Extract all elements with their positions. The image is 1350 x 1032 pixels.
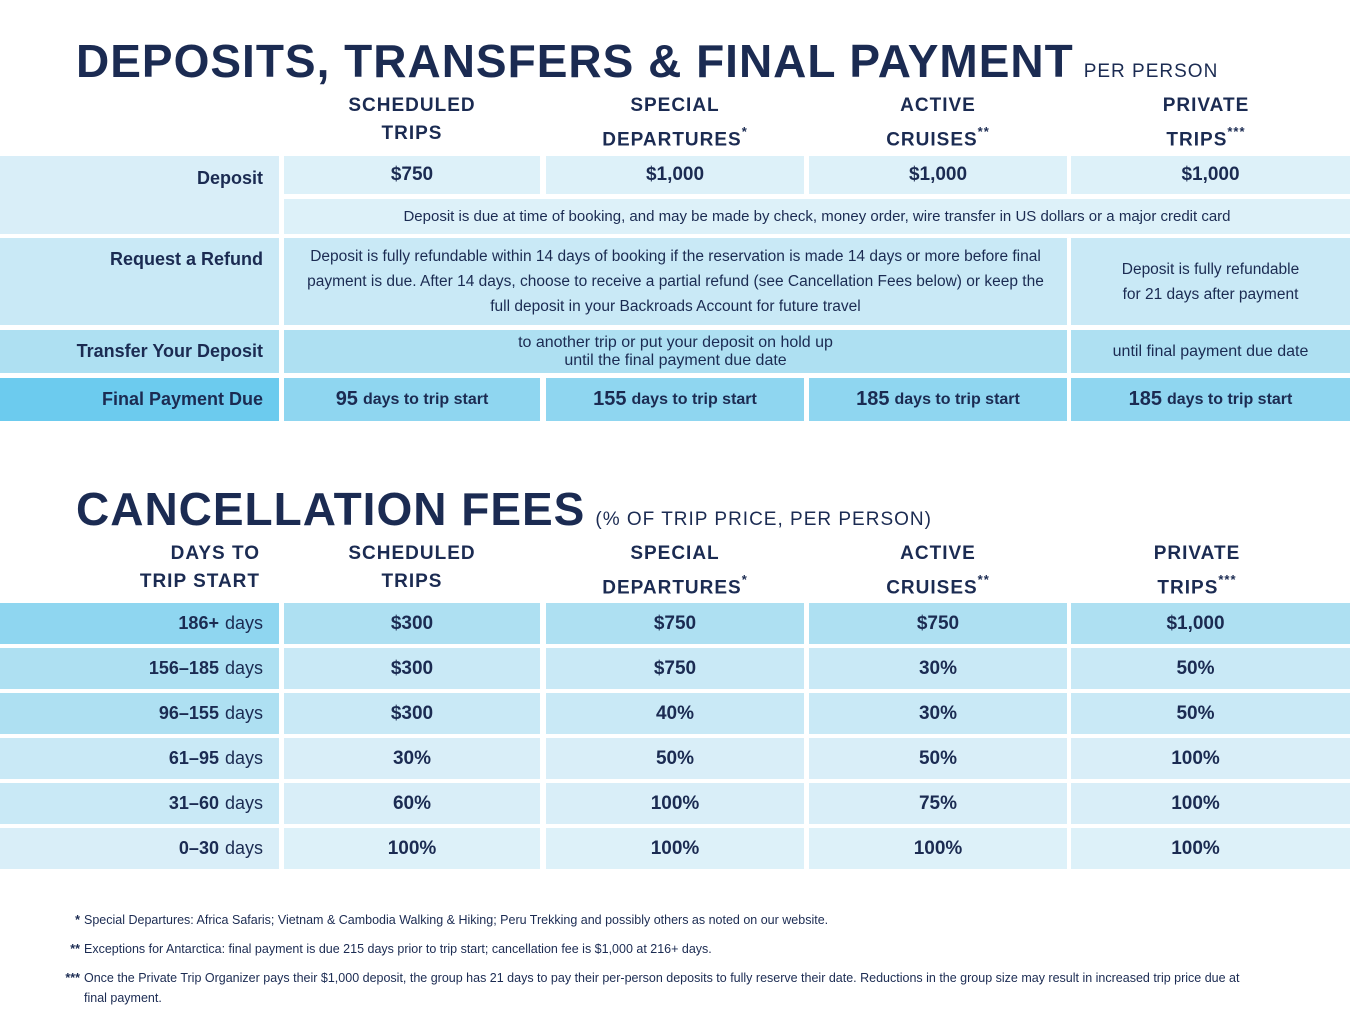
- cancel-fee-scheduled: $300: [284, 693, 540, 734]
- cancel-col-header-active: ACTIVE CRUISES**: [886, 543, 990, 599]
- cancel-row-label: 61–95 days: [0, 738, 279, 779]
- cancel-fee-private: 100%: [1071, 738, 1350, 779]
- transfer-private: until final payment due date: [1071, 330, 1350, 373]
- cancellation-title: [76, 483, 932, 535]
- cancel-fee-private: 100%: [1071, 783, 1350, 824]
- cancel-fee-special: $750: [546, 603, 804, 644]
- footnote-2: ** Exceptions for Antarctica: final payment is due 215 days prior to trip start; cancellation fee is $1,000 at 216+ days.: [70, 942, 712, 956]
- row-label-transfer: Transfer Your Deposit: [0, 330, 279, 373]
- transfer-main: to another trip or put your deposit on hold up until the final payment due date: [284, 330, 1067, 373]
- cancel-row-label: 156–185 days: [0, 648, 279, 689]
- cancel-fee-special: 40%: [546, 693, 804, 734]
- cancellation-subtitle: (% OF TRIP PRICE, PER PERSON): [595, 509, 932, 530]
- row-label-deposit: Deposit: [0, 156, 279, 234]
- cancel-row-label: 96–155 days: [0, 693, 279, 734]
- deposits-title-text: DEPOSITS, TRANSFERS & FINAL PAYMENT: [76, 35, 1074, 87]
- cancel-fee-private: 50%: [1071, 648, 1350, 689]
- cancel-fee-special: $750: [546, 648, 804, 689]
- deposit-private: $1,000: [1071, 156, 1350, 194]
- deposit-note: Deposit is due at time of booking, and may be made by check, money order, wire transfer in US dollars or a major credit card: [284, 199, 1350, 234]
- cancel-fee-active: 50%: [809, 738, 1067, 779]
- final-payment-special: 155 days to trip start: [546, 378, 804, 421]
- cancel-col-header-private: PRIVATE TRIPS***: [1153, 543, 1241, 599]
- col-header-active: ACTIVE CRUISES**: [886, 95, 990, 151]
- cancel-fee-special: 100%: [546, 783, 804, 824]
- col-header-scheduled: SCHEDULED TRIPS: [348, 95, 476, 144]
- cancel-fee-scheduled: $300: [284, 648, 540, 689]
- cancel-fee-private: 50%: [1071, 693, 1350, 734]
- final-payment-private: 185 days to trip start: [1071, 378, 1350, 421]
- cancel-fee-active: 100%: [809, 828, 1067, 869]
- cancellation-title-text: CANCELLATION FEES: [76, 483, 586, 535]
- refund-main: Deposit is fully refundable within 14 days of booking if the reservation is made 14 days or more before final payment is due. After 14 days, choose to receive a partial refund (see Cancellation Fees below) or keep the full deposit in your Backroads Account for future travel: [284, 238, 1067, 325]
- cancel-fee-special: 100%: [546, 828, 804, 869]
- cancel-row-label: 0–30 days: [0, 828, 279, 869]
- cancel-fee-scheduled: 100%: [284, 828, 540, 869]
- final-payment-active: 185 days to trip start: [809, 378, 1067, 421]
- refund-private: Deposit is fully refundable for 21 days after payment: [1071, 238, 1350, 325]
- col-header-special: SPECIAL DEPARTURES*: [602, 95, 748, 151]
- cancel-fee-active: 75%: [809, 783, 1067, 824]
- row-label-refund: Request a Refund: [0, 238, 279, 325]
- cancel-row-label: 31–60 days: [0, 783, 279, 824]
- footnote-1: * Special Departures: Africa Safaris; Vietnam & Cambodia Walking & Hiking; Peru Trekking and possibly others as noted on our website.: [75, 913, 829, 927]
- footnote-3: *** Once the Private Trip Organizer pays their $1,000 deposit, the group has 21 days to pay their per-person deposits to fully reserve their date. Reductions in the group size may result in increased trip price due at final payment.: [65, 971, 1240, 1005]
- cancel-row-label: 186+ days: [0, 603, 279, 644]
- cancel-fee-private: 100%: [1071, 828, 1350, 869]
- deposits-title: [76, 35, 1219, 87]
- row-label-final-payment: Final Payment Due: [0, 378, 279, 421]
- cancel-fee-active: $750: [809, 603, 1067, 644]
- final-payment-scheduled: 95 days to trip start: [284, 378, 540, 421]
- cancel-fee-scheduled: $300: [284, 603, 540, 644]
- cancel-fee-active: 30%: [809, 648, 1067, 689]
- cancel-fee-active: 30%: [809, 693, 1067, 734]
- col-header-days: DAYS TO TRIP START: [139, 543, 260, 592]
- cancel-fee-private: $1,000: [1071, 603, 1350, 644]
- deposits-subtitle: PER PERSON: [1083, 61, 1219, 82]
- deposit-active: $1,000: [809, 156, 1067, 194]
- deposit-scheduled: $750: [284, 156, 540, 194]
- col-header-private: PRIVATE TRIPS***: [1162, 95, 1250, 151]
- cancel-fee-scheduled: 60%: [284, 783, 540, 824]
- cancel-fee-special: 50%: [546, 738, 804, 779]
- cancel-col-header-special: SPECIAL DEPARTURES*: [602, 543, 748, 599]
- deposit-special: $1,000: [546, 156, 804, 194]
- cancel-fee-scheduled: 30%: [284, 738, 540, 779]
- cancel-col-header-scheduled: SCHEDULED TRIPS: [348, 543, 476, 592]
